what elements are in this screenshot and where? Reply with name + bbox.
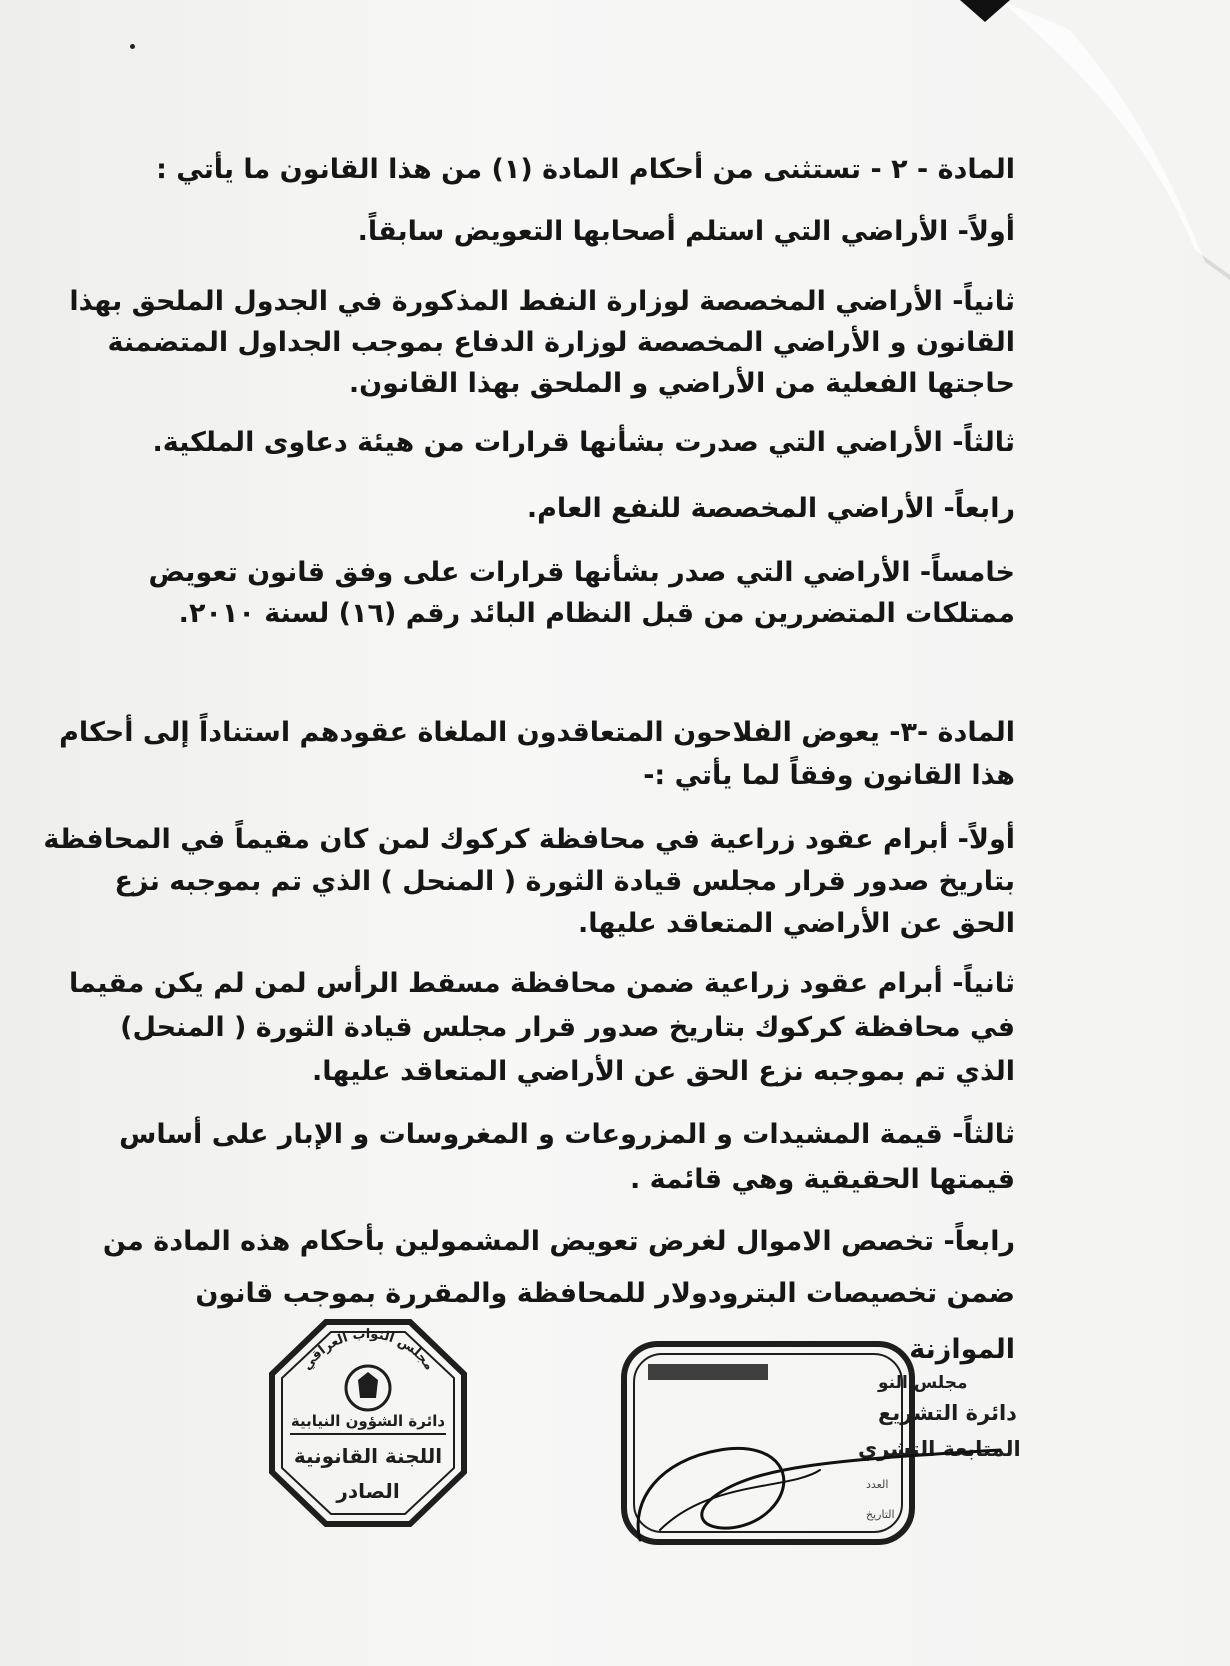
parliament-legal-committee-stamp (268, 1318, 468, 1528)
article3-item4-line3: الموازنة (909, 1334, 1015, 1365)
article2-item2-line2: القانون و الأراضي المخصصة لوزارة الدفاع بموجب الجداول المتضمنة (107, 327, 1015, 358)
stamp-right-line2: دائرة التشريع (878, 1401, 1017, 1425)
article2-item5-line2: ممتلكات المتضررين من قبل النظام البائد رقم (١٦) لسنة ٢٠١٠. (178, 598, 1015, 629)
article2-heading: المادة - ٢ - تستثنى من أحكام المادة (١) من هذا القانون ما يأتي : (156, 154, 1015, 185)
scan-speck (130, 44, 135, 49)
article3-item1-line3: الحق عن الأراضي المتعاقد عليها. (578, 908, 1015, 939)
stamp-line3: الصادر (336, 1479, 400, 1503)
article3-item3-line2: قيمتها الحقيقية وهي قائمة . (629, 1164, 1015, 1195)
article3-item2-line2: في محافظة كركوك بتاريخ صدور قرار مجلس قيادة الثورة ( المنحل) (120, 1012, 1015, 1043)
article3-item1-line1: أولاً- أبرام عقود زراعية في محافظة كركوك لمن كان مقيماً في المحافظة (43, 824, 1015, 855)
article3-item2-line3: الذي تم بموجبه نزع الحق عن الأراضي المتعاقد عليها. (311, 1056, 1015, 1087)
article2-item1-line1: أولاً- الأراضي التي استلم أصحابها التعويض سابقاً. (357, 216, 1015, 247)
article2-item2-line1: ثانياً- الأراضي المخصصة لوزارة النفط المذكورة في الجدول الملحق بهذا (69, 286, 1015, 317)
article2-item3-line1: ثالثاً- الأراضي التي صدرت بشأنها قرارات من هيئة دعاوى الملكية. (152, 427, 1015, 458)
article3-item4-line1: رابعاً- تخصص الاموال لغرض تعويض المشمولين بأحكام هذه المادة من (102, 1226, 1015, 1257)
stamp-right-number-label: العدد (866, 1478, 889, 1491)
article3-item4-line2: ضمن تخصيصات البترودولار للمحافظة والمقررة بموجب قانون (195, 1278, 1015, 1309)
article3-heading-line2: هذا القانون وفقاً لما يأتي :- (643, 760, 1015, 791)
stamp-right-date-label: التاريخ (866, 1508, 895, 1521)
stamp-right-line3: المتابعة التشري (858, 1437, 1021, 1461)
article2-item5-line1: خامساً- الأراضي التي صدر بشأنها قرارات على وفق قانون تعويض (148, 557, 1015, 588)
stamp-right-line1: مجلس النو (878, 1373, 968, 1393)
article2-item4-line1: رابعاً- الأراضي المخصصة للنفع العام. (526, 493, 1015, 524)
stamp-line2: اللجنة القانونية (293, 1444, 443, 1468)
article3-heading-line1: المادة -٣- يعوض الفلاحون المتعاقدون الملغاة عقودهم استناداً إلى أحكام (59, 717, 1015, 748)
handwritten-signature (620, 1420, 1010, 1560)
stamp-ring-text: مجلس النواب العراقي (299, 1326, 437, 1374)
stamp-line1: دائرة الشؤون النيابية (290, 1412, 446, 1430)
article3-item3-line1: ثالثاً- قيمة المشيدات و المزروعات و المغروسات و الإبار على أساس (119, 1119, 1015, 1150)
article3-item2-line1: ثانياً- أبرام عقود زراعية ضمن محافظة مسقط الرأس لمن لم يكن مقيما (68, 968, 1015, 999)
article2-item2-line3: حاجتها الفعلية من الأراضي و الملحق بهذا القانون. (348, 368, 1015, 399)
article3-item1-line2: بتاريخ صدور قرار مجلس قيادة الثورة ( المنحل ) الذي تم بموجبه نزع (114, 866, 1015, 897)
